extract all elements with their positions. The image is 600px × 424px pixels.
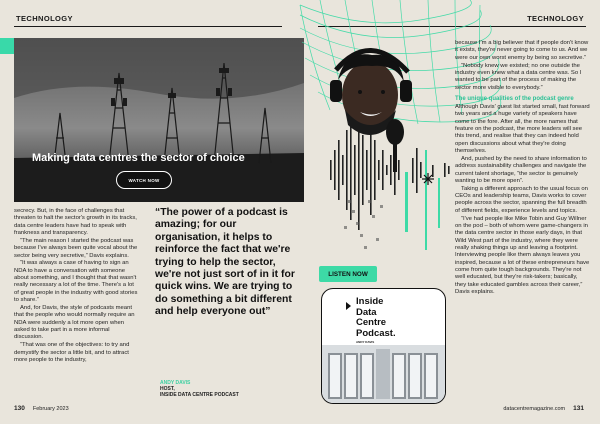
issue-date: February 2023	[32, 406, 69, 412]
listen-now-button[interactable]: LISTEN NOW	[319, 266, 377, 282]
right-body-column	[455, 40, 590, 297]
page-number-left: 130	[14, 405, 25, 412]
pull-quote: “The power of a podcast is amazing; for our organisation, it helps to reinforce the fact that we're trying to help the sector, we're not just sort of in it for quick wins. We are trying to do something a bit different and help everyone out”	[155, 207, 295, 318]
podcast-title-line: Centre	[356, 317, 387, 328]
footer-left	[14, 405, 69, 412]
left-paragraph: secrecy. But, in the face of challenges that threaten to halt the sector's growth in its tracks, data centre leaders have had to speak with frankness and transparency.	[14, 208, 137, 237]
subheading: The unique qualities of the podcast genre	[455, 95, 574, 102]
header-rule-right	[318, 26, 586, 27]
podcast-card[interactable]	[321, 288, 446, 404]
podcast-title-line: Data	[356, 306, 377, 318]
footer-right	[503, 405, 584, 412]
podcast-host-label: ANDY DAVIS	[356, 340, 375, 344]
left-paragraph: “That was one of the objectives: to try and demystify the sector a little bit, and to attract more people to the industry,	[14, 342, 130, 363]
right-paragraph: “I've had people like Mike Tobin and Guy Willner on the pod – both of whom were game-changers in the data centre sector in those early days, in that Wild West part of the industry, where they were really shaking things up and leaving a footprint. Interviewing people like them always leaves you inspired, because a lot of these entrepreneurs have come from quite tough backgrounds. They're not well educated, but they're risk-takers; basically, they take educated gambles across their career,” Davis explains.	[455, 215, 590, 295]
header-rule-left	[14, 26, 282, 27]
right-paragraph: “Nobody knew we existed; no one outside the industry even knew what a data centre was. So I wanted to be part of the process of making the sector more visible to everybody.”	[455, 62, 582, 91]
play-arrow-icon	[346, 302, 351, 310]
quote-author-role: INSIDE DATA CENTRE PODCAST	[160, 392, 239, 398]
section-tag-left: TECHNOLOGY	[16, 14, 73, 23]
hero-title: Making data centres the sector of choice	[32, 152, 245, 164]
right-paragraph: Taking a different approach to the usual focus on CEOs and leadership teams, Davis works to cover people across the sector, spanning the full breadth of different fields, experience levels and topics.	[455, 185, 588, 214]
right-paragraph: Although Davis' guest list started small, fast forward two years and a huge variety of speakers have come to the fore. After all, the more names that feature on the podcast, the more leaders will see this trend, and realise that they can indeed hold open discussions about what they're doing themselves.	[455, 103, 590, 154]
left-paragraph: “It was always a case of having to sign an NDA to have a conversation with someone about something, and I thought that that wasn't really necessary a lot of the time. There's a lot of great people in the industry with good stories to share.”	[14, 260, 138, 304]
page-number-right: 131	[573, 405, 584, 412]
podcast-title	[356, 297, 396, 339]
quote-author-name: ANDY DAVIS	[160, 380, 191, 386]
hero-video-thumbnail[interactable]	[14, 38, 304, 202]
section-tag-right: TECHNOLOGY	[527, 14, 584, 23]
hero-accent-bar	[0, 38, 14, 54]
podcast-title-line: Inside	[356, 296, 384, 307]
podcast-title-line: Podcast.	[356, 327, 396, 339]
watch-now-button[interactable]: WATCH NOW	[116, 171, 172, 189]
quote-author-role: HOST,	[160, 386, 175, 392]
quote-attribution	[160, 380, 239, 398]
website-url: datacentremagazine.com	[503, 406, 566, 412]
left-body-column	[14, 208, 140, 365]
right-paragraph: And, pushed by the need to share information to address sustainability challenges and navigate the current talent shortage, “the sector is genuinely wanting to be more open”.	[455, 155, 587, 184]
right-paragraph: because I'm a big believer that if people don't know it exists, they're never going to come to us. And we were our own worst enemy by being so secretive.”	[455, 40, 589, 61]
left-paragraph: “The main reason I started the podcast was because I've always been quite vocal about the sector being very secretive,” Davis explains.	[14, 237, 138, 259]
left-paragraph: And, for Davis, the style of podcasts meant that the people who would normally require an NDA were suddenly a lot more open when asked to take part in a more informal discussion.	[14, 304, 135, 341]
